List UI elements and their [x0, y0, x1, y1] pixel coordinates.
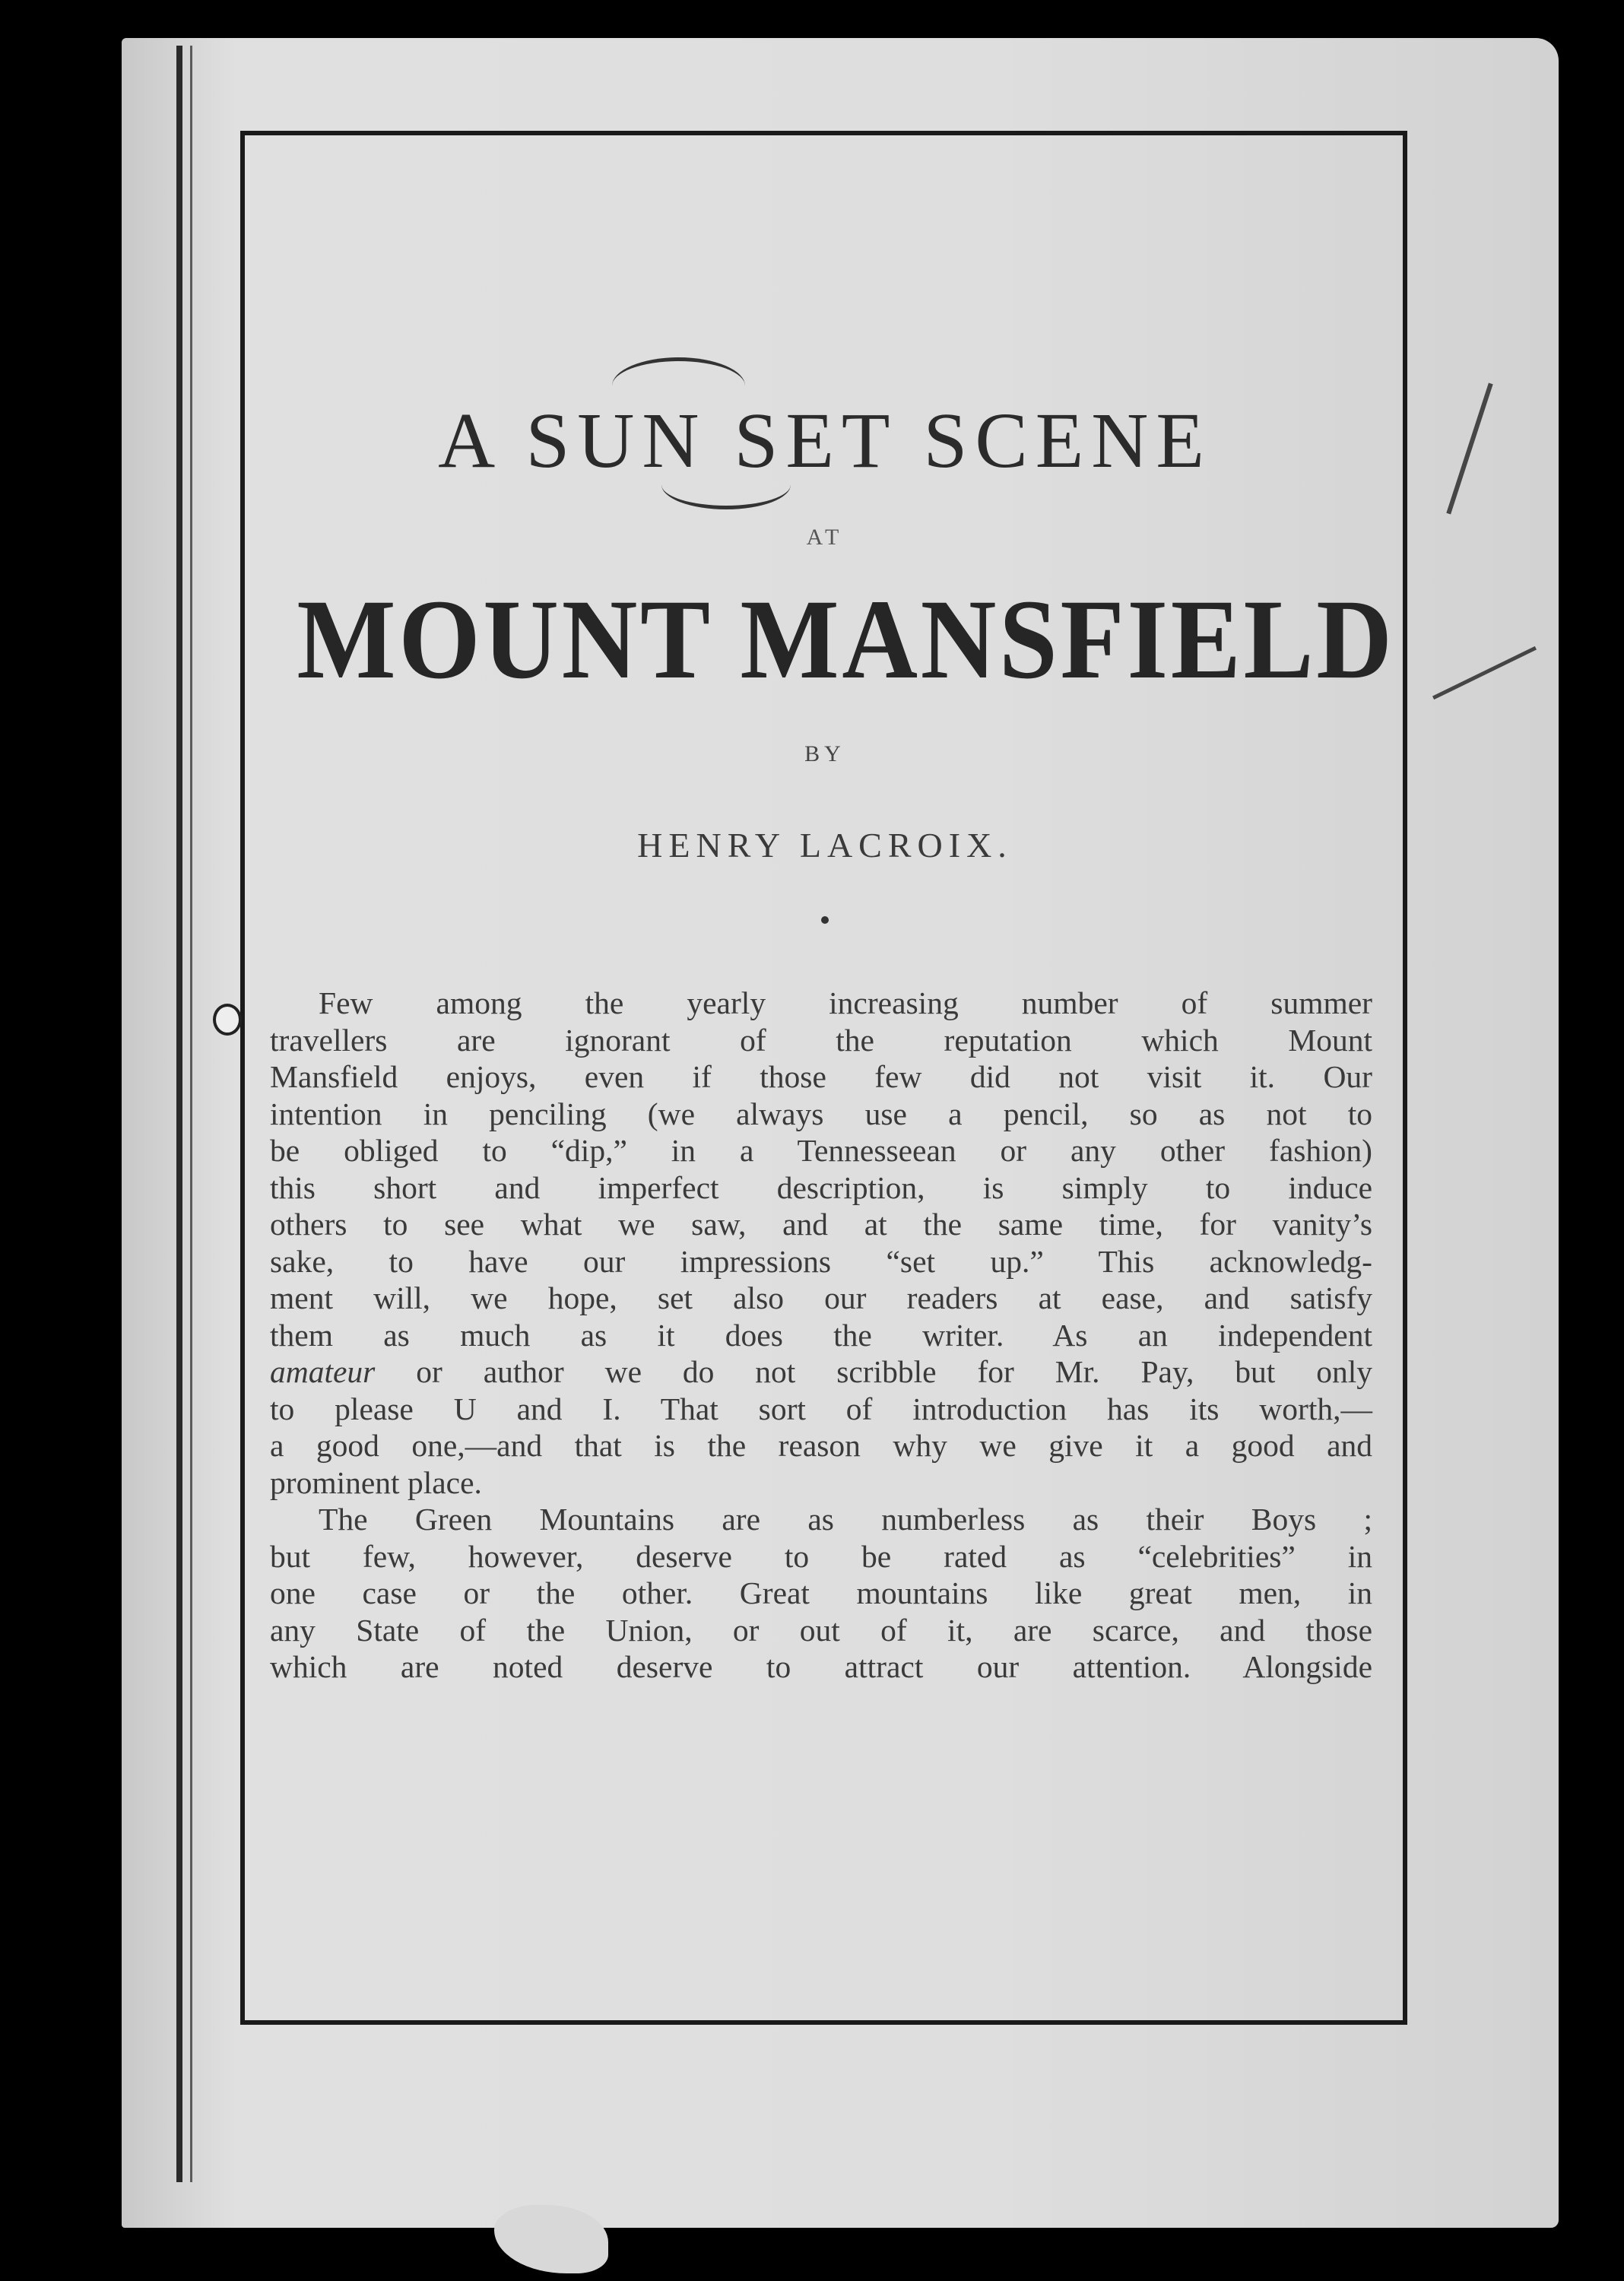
title-at: AT — [806, 525, 844, 550]
text-line: which are noted deserve to attract our attention. Alongside — [270, 1649, 1372, 1684]
text-line: ment will, we hope, set also our readers at ease, and satisfy — [270, 1280, 1372, 1315]
title-line-1: A SUN SET SCENE — [438, 397, 1212, 484]
paper-hole-mark — [213, 1004, 242, 1036]
text-line: amateur or author we do not scribble for Mr. Pay, but only — [270, 1354, 1372, 1389]
text-line: a good one,—and that is the reason why we give it a good and — [270, 1428, 1372, 1463]
text-line: one case or the other. Great mountains like great men, in — [270, 1575, 1372, 1610]
binding-edge-inner — [190, 46, 192, 2182]
text-line: them as much as it does the writer. As an independent — [270, 1317, 1372, 1353]
text-line: Few among the yearly increasing number of summer — [319, 985, 1372, 1020]
text-line: The Green Mountains are as numberless as their Boys ; — [319, 1502, 1372, 1537]
text-line: prominent place. — [270, 1464, 482, 1500]
author-name: HENRY LACROIX. — [637, 826, 1013, 864]
binding-edge — [176, 46, 182, 2182]
text-line: this short and imperfect description, is simply to induce — [270, 1169, 1372, 1205]
text-line: but few, however, deserve to be rated as “celebrities” in — [270, 1538, 1372, 1574]
ornament-dot — [821, 916, 829, 924]
body-text — [270, 985, 1372, 1686]
byline-label: BY — [804, 741, 845, 766]
title-line-2: MOUNT MANSFIELD — [297, 576, 1395, 703]
text-line: travellers are ignorant of the reputation which Mount — [270, 1022, 1372, 1058]
text-line: to please U and I. That sort of introduction has its worth,— — [270, 1391, 1372, 1426]
text-line: sake, to have our impressions “set up.” This acknowledg- — [270, 1243, 1372, 1279]
text-line: Mansfield enjoys, even if those few did not visit it. Our — [270, 1059, 1372, 1094]
text-line: any State of the Union, or out of it, are scarce, and those — [270, 1612, 1372, 1648]
text-line: be obliged to “dip,” in a Tennesseean or any other fashion) — [270, 1133, 1372, 1168]
text-line: others to see what we saw, and at the same time, for vanity’s — [270, 1207, 1372, 1242]
text-line: intention in penciling (we always use a pencil, so as not to — [270, 1096, 1372, 1131]
